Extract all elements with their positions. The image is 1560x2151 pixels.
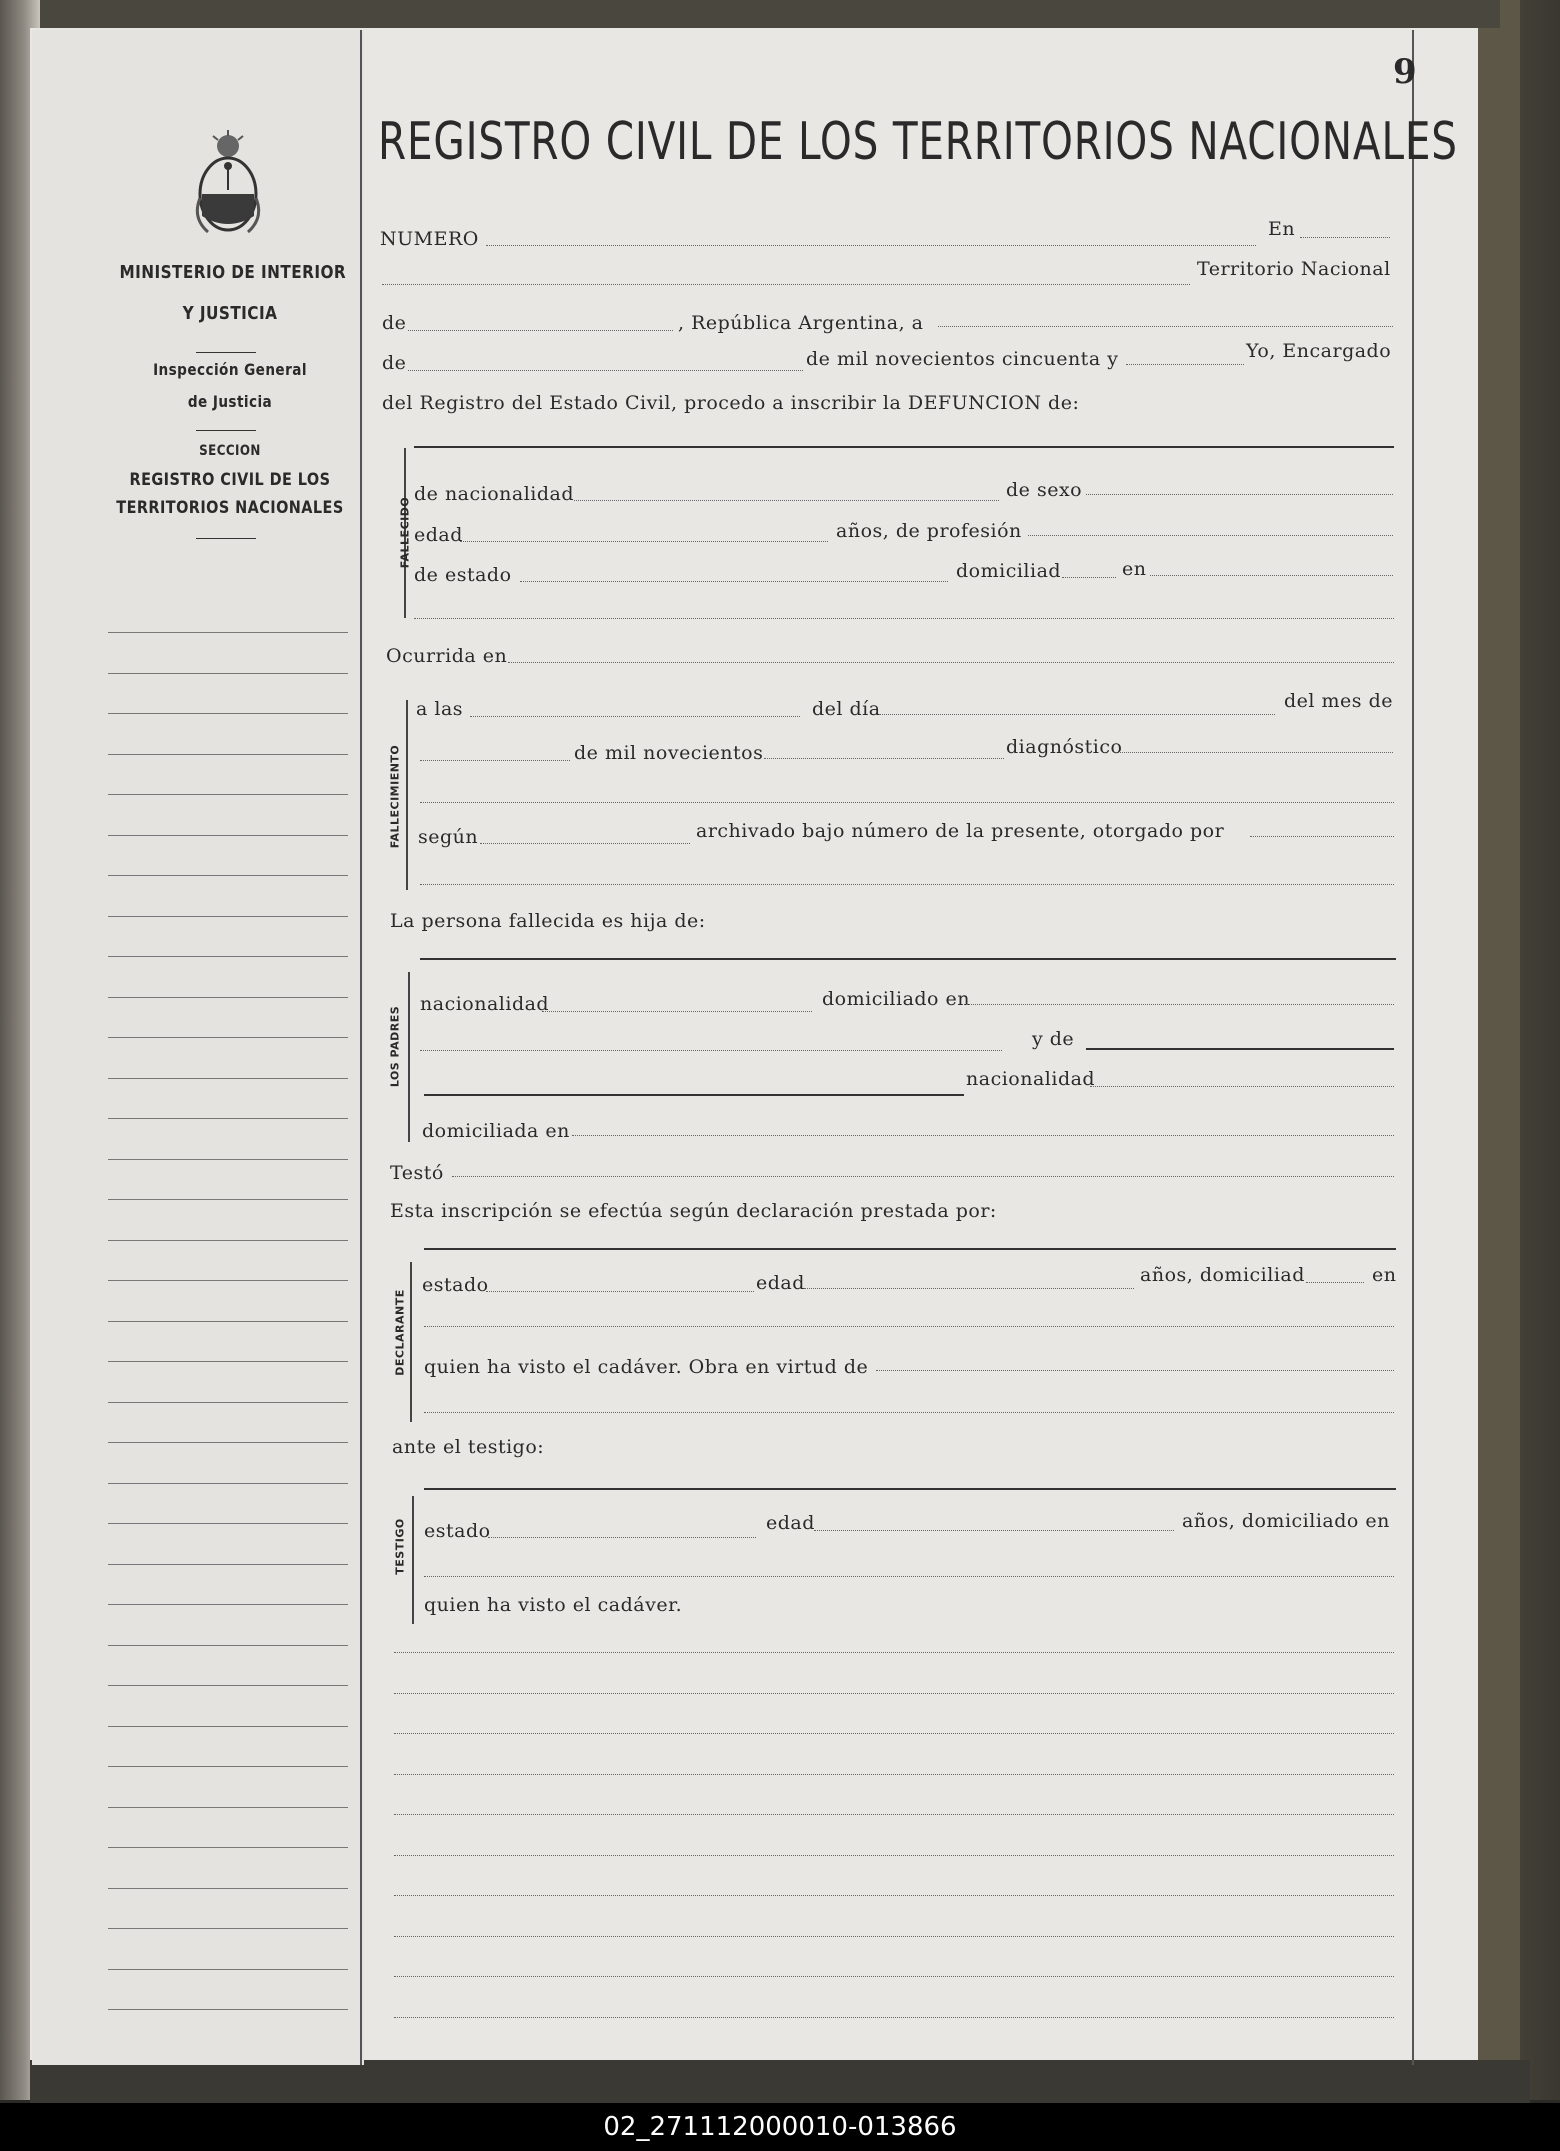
blank-rule <box>394 1936 1394 1937</box>
testigo-quien-visto: quien ha visto el cadáver. <box>424 1594 683 1616</box>
margin-rule <box>108 673 348 674</box>
declarante-quien-visto: quien ha visto el cadáver. Obra en virtud de <box>424 1356 869 1378</box>
margin-rule <box>108 1807 348 1808</box>
margin-rule <box>108 1442 348 1443</box>
padres-y-de: y de <box>1032 1028 1075 1050</box>
margin-rule <box>108 1564 348 1565</box>
declarante-edad: edad <box>756 1272 805 1294</box>
margin-divider <box>360 30 362 2065</box>
ocurrida-label: Ocurrida en <box>386 645 508 667</box>
blank-rule <box>394 2017 1394 2018</box>
margin-rule <box>108 1361 348 1362</box>
fallecimiento-mil-novecientos: de mil novecientos <box>574 742 764 764</box>
mil-cincuenta-label: de mil novecientos cincuenta y <box>806 348 1119 370</box>
declarante-label: DECLARANTE <box>393 1289 407 1376</box>
fallecido-nacionalidad: de nacionalidad <box>414 483 575 505</box>
blank-rule <box>394 1652 1394 1653</box>
fallecimiento-segun: según <box>418 826 479 848</box>
blank-rule <box>394 1895 1394 1896</box>
blank-rule <box>394 1693 1394 1694</box>
declarante-anos-domiciliad: años, domiciliad <box>1140 1264 1305 1286</box>
margin-rule <box>108 1685 348 1686</box>
blank-rule <box>394 1774 1394 1775</box>
fallecimiento-archivado: archivado bajo número de la presente, otorgado por <box>696 820 1225 842</box>
padres-domiciliado-en: domiciliado en <box>822 988 971 1010</box>
margin-rule <box>108 1280 348 1281</box>
page-number: 9 <box>1393 52 1418 92</box>
inspection-line-2: de Justicia <box>187 392 273 411</box>
section-line-2: TERRITORIOS NACIONALES <box>116 498 344 518</box>
book-cover-bottom <box>30 2060 1530 2105</box>
margin-rule <box>108 956 348 957</box>
fallecido-anos-profesion: años, de profesión <box>836 520 1022 542</box>
ante-testigo-label: ante el testigo: <box>392 1436 545 1458</box>
de-label-2: de <box>382 352 407 374</box>
margin-rule <box>108 713 348 714</box>
testigo-label: TESTIGO <box>393 1518 407 1575</box>
padres-label: LOS PADRES <box>388 1005 402 1088</box>
yo-encargado-label: Yo, Encargado <box>1246 340 1392 362</box>
margin-rule <box>108 875 348 876</box>
coat-of-arms-icon <box>188 128 268 246</box>
margin-rule <box>108 1321 348 1322</box>
fallecimiento-diagnostico: diagnóstico <box>1006 736 1123 758</box>
margin-rule <box>108 794 348 795</box>
margin-rule <box>108 1037 348 1038</box>
esta-inscripcion-label: Esta inscripción se efectúa según declaración prestada por: <box>390 1200 997 1222</box>
padres-domiciliada-en: domiciliada en <box>422 1120 570 1142</box>
fallecimiento-label: FALLECIMIENTO <box>388 744 402 849</box>
margin-rule <box>108 1240 348 1241</box>
margin-column <box>32 30 364 2065</box>
image-caption: 02_271112000010-013866 <box>0 2103 1560 2151</box>
margin-rule <box>108 1645 348 1646</box>
right-border <box>1412 30 1414 2065</box>
margin-rule <box>108 835 348 836</box>
blank-rule <box>394 1855 1394 1856</box>
territorio-label: Territorio Nacional <box>1197 258 1391 280</box>
margin-rule <box>108 1766 348 1767</box>
hija-de-label: La persona fallecida es hija de: <box>390 910 706 932</box>
del-registro-label: del Registro del Estado Civil, procedo a inscribir la DEFUNCION de: <box>382 392 1080 414</box>
numero-label: NUMERO <box>380 228 479 250</box>
section-line-1: REGISTRO CIVIL DE LOS <box>129 470 331 490</box>
fallecido-domiciliad: domiciliad <box>956 560 1062 582</box>
fallecido-label: FALLECIDO <box>398 496 412 569</box>
margin-rule <box>108 1726 348 1727</box>
declarante-estado: estado <box>422 1274 489 1296</box>
margin-rule <box>108 1199 348 1200</box>
fallecimiento-del-dia: del día <box>812 698 881 720</box>
blank-rule <box>394 1733 1394 1734</box>
fallecido-sexo: de sexo <box>1006 479 1083 501</box>
ministry-line-1: MINISTERIO DE INTERIOR <box>119 262 347 283</box>
declarante-en: en <box>1372 1264 1397 1286</box>
margin-rule <box>108 754 348 755</box>
section-label: SECCION <box>199 443 261 459</box>
margin-rule <box>108 1483 348 1484</box>
blank-rule <box>394 1814 1394 1815</box>
book-cover-top <box>40 0 1500 28</box>
padres-nacionalidad: nacionalidad <box>420 993 550 1015</box>
fallecido-edad: edad <box>414 524 463 546</box>
margin-rule <box>108 1969 348 1970</box>
de-label-1: de <box>382 312 407 334</box>
margin-rule <box>108 1159 348 1160</box>
margin-rule <box>108 1118 348 1119</box>
testo-label: Testó <box>390 1162 444 1184</box>
fallecido-estado: de estado <box>414 564 512 586</box>
page-title: REGISTRO CIVIL DE LOS TERRITORIOS NACIONALES <box>378 112 1458 172</box>
ministry-line-2: Y JUSTICIA <box>182 303 278 324</box>
margin-rule <box>108 1847 348 1848</box>
margin-rule <box>108 632 348 633</box>
fallecimiento-a-las: a las <box>416 698 464 720</box>
inspection-line-1: Inspección General <box>153 360 307 379</box>
blank-rule <box>394 1976 1394 1977</box>
margin-rule <box>108 1078 348 1079</box>
testigo-estado: estado <box>424 1520 491 1542</box>
margin-rule <box>108 1928 348 1929</box>
margin-rule <box>108 1402 348 1403</box>
margin-rule <box>108 2009 348 2010</box>
testigo-edad: edad <box>766 1512 815 1534</box>
republica-label: , República Argentina, a <box>678 312 924 334</box>
en-label: En <box>1268 218 1296 240</box>
margin-rule <box>108 1888 348 1889</box>
margin-rule <box>108 1523 348 1524</box>
fallecido-en: en <box>1122 558 1147 580</box>
fallecimiento-del-mes: del mes de <box>1284 690 1393 712</box>
testigo-anos-domiciliado: años, domiciliado en <box>1182 1510 1390 1532</box>
margin-rule <box>108 1604 348 1605</box>
margin-rule <box>108 916 348 917</box>
padres-nacionalidad-2: nacionalidad <box>966 1068 1096 1090</box>
margin-rule <box>108 997 348 998</box>
